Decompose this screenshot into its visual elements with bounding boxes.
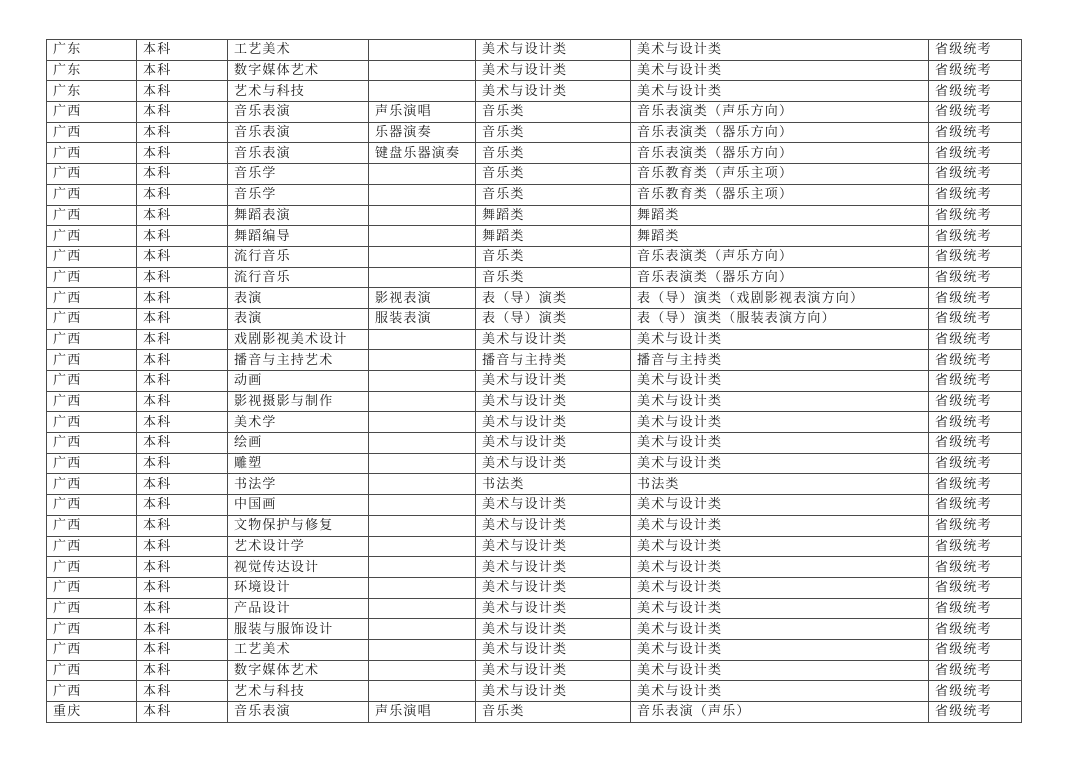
exam-mode-cell: 省级统考	[929, 288, 1022, 309]
document-page	[46, 39, 1021, 723]
direction-cell	[369, 639, 476, 660]
level-cell: 本科	[137, 184, 228, 205]
province-cell: 广西	[47, 329, 137, 350]
table-row	[47, 102, 1022, 123]
direction-cell	[369, 246, 476, 267]
exam-type-cell: 音乐表演类（器乐方向）	[631, 267, 929, 288]
province-cell: 广西	[47, 205, 137, 226]
exam-type-cell: 表（导）演类（戏剧影视表演方向）	[631, 288, 929, 309]
exam-type-cell: 美术与设计类	[631, 433, 929, 454]
table-row	[47, 619, 1022, 640]
exam-type-cell: 美术与设计类	[631, 40, 929, 61]
exam-mode-cell: 省级统考	[929, 681, 1022, 702]
level-cell: 本科	[137, 371, 228, 392]
table-row	[47, 681, 1022, 702]
level-cell: 本科	[137, 702, 228, 723]
exam-mode-cell: 省级统考	[929, 453, 1022, 474]
exam-type-cell: 美术与设计类	[631, 371, 929, 392]
level-cell: 本科	[137, 453, 228, 474]
province-cell: 广西	[47, 536, 137, 557]
province-cell: 广西	[47, 577, 137, 598]
category-cell: 表（导）演类	[476, 308, 631, 329]
category-cell: 美术与设计类	[476, 371, 631, 392]
direction-cell	[369, 40, 476, 61]
exam-mode-cell: 省级统考	[929, 371, 1022, 392]
major-cell: 戏剧影视美术设计	[228, 329, 369, 350]
level-cell: 本科	[137, 40, 228, 61]
table-row	[47, 143, 1022, 164]
table-row	[47, 329, 1022, 350]
exam-type-cell: 美术与设计类	[631, 557, 929, 578]
exam-type-cell: 美术与设计类	[631, 515, 929, 536]
major-cell: 工艺美术	[228, 639, 369, 660]
table-row	[47, 308, 1022, 329]
direction-cell	[369, 536, 476, 557]
major-cell: 音乐表演	[228, 702, 369, 723]
exam-type-cell: 美术与设计类	[631, 60, 929, 81]
province-cell: 广西	[47, 453, 137, 474]
major-cell: 艺术与科技	[228, 681, 369, 702]
table-row	[47, 702, 1022, 723]
exam-mode-cell: 省级统考	[929, 226, 1022, 247]
direction-cell	[369, 267, 476, 288]
direction-cell	[369, 557, 476, 578]
exam-type-cell: 音乐教育类（声乐主项）	[631, 164, 929, 185]
table-row	[47, 350, 1022, 371]
major-cell: 美术学	[228, 412, 369, 433]
major-cell: 视觉传达设计	[228, 557, 369, 578]
level-cell: 本科	[137, 619, 228, 640]
province-cell: 广西	[47, 288, 137, 309]
direction-cell	[369, 371, 476, 392]
category-cell: 音乐类	[476, 102, 631, 123]
table-row	[47, 412, 1022, 433]
exam-mode-cell: 省级统考	[929, 205, 1022, 226]
level-cell: 本科	[137, 122, 228, 143]
exam-mode-cell: 省级统考	[929, 40, 1022, 61]
major-cell: 舞蹈编导	[228, 226, 369, 247]
province-cell: 广西	[47, 308, 137, 329]
level-cell: 本科	[137, 391, 228, 412]
table-row	[47, 660, 1022, 681]
direction-cell	[369, 474, 476, 495]
major-cell: 音乐学	[228, 184, 369, 205]
category-cell: 美术与设计类	[476, 598, 631, 619]
province-cell: 广西	[47, 619, 137, 640]
table-row	[47, 226, 1022, 247]
direction-cell	[369, 681, 476, 702]
category-cell: 美术与设计类	[476, 60, 631, 81]
direction-cell	[369, 515, 476, 536]
exam-mode-cell: 省级统考	[929, 536, 1022, 557]
category-cell: 表（导）演类	[476, 288, 631, 309]
exam-mode-cell: 省级统考	[929, 639, 1022, 660]
province-cell: 广西	[47, 267, 137, 288]
table-row	[47, 515, 1022, 536]
major-cell: 工艺美术	[228, 40, 369, 61]
category-cell: 美术与设计类	[476, 557, 631, 578]
exam-type-cell: 美术与设计类	[631, 639, 929, 660]
major-cell: 舞蹈表演	[228, 205, 369, 226]
direction-cell	[369, 226, 476, 247]
exam-type-cell: 美术与设计类	[631, 577, 929, 598]
exam-type-cell: 音乐表演类（器乐方向）	[631, 122, 929, 143]
province-cell: 广西	[47, 143, 137, 164]
exam-type-cell: 美术与设计类	[631, 81, 929, 102]
direction-cell	[369, 329, 476, 350]
table-row	[47, 391, 1022, 412]
category-cell: 音乐类	[476, 122, 631, 143]
province-cell: 广西	[47, 226, 137, 247]
level-cell: 本科	[137, 205, 228, 226]
province-cell: 广西	[47, 391, 137, 412]
level-cell: 本科	[137, 350, 228, 371]
major-cell: 表演	[228, 288, 369, 309]
level-cell: 本科	[137, 412, 228, 433]
category-cell: 音乐类	[476, 143, 631, 164]
province-cell: 广西	[47, 184, 137, 205]
direction-cell	[369, 619, 476, 640]
category-cell: 舞蹈类	[476, 205, 631, 226]
direction-cell	[369, 495, 476, 516]
direction-cell	[369, 660, 476, 681]
level-cell: 本科	[137, 639, 228, 660]
province-cell: 广西	[47, 515, 137, 536]
exam-mode-cell: 省级统考	[929, 122, 1022, 143]
category-cell: 音乐类	[476, 702, 631, 723]
major-cell: 文物保护与修复	[228, 515, 369, 536]
major-cell: 数字媒体艺术	[228, 60, 369, 81]
direction-cell: 乐器演奏	[369, 122, 476, 143]
table-row	[47, 267, 1022, 288]
major-cell: 音乐表演	[228, 143, 369, 164]
exam-type-cell: 美术与设计类	[631, 495, 929, 516]
table-row	[47, 122, 1022, 143]
direction-cell	[369, 577, 476, 598]
category-cell: 播音与主持类	[476, 350, 631, 371]
exam-type-cell: 音乐表演类（器乐方向）	[631, 143, 929, 164]
exam-mode-cell: 省级统考	[929, 164, 1022, 185]
exam-mode-cell: 省级统考	[929, 102, 1022, 123]
major-cell: 表演	[228, 308, 369, 329]
table-row	[47, 205, 1022, 226]
province-cell: 广东	[47, 60, 137, 81]
table-row	[47, 371, 1022, 392]
province-cell: 广西	[47, 681, 137, 702]
major-cell: 服装与服饰设计	[228, 619, 369, 640]
exam-mode-cell: 省级统考	[929, 433, 1022, 454]
level-cell: 本科	[137, 681, 228, 702]
province-cell: 广西	[47, 122, 137, 143]
level-cell: 本科	[137, 308, 228, 329]
category-cell: 美术与设计类	[476, 515, 631, 536]
exam-type-cell: 美术与设计类	[631, 536, 929, 557]
exam-type-cell: 书法类	[631, 474, 929, 495]
direction-cell	[369, 350, 476, 371]
major-cell: 音乐表演	[228, 122, 369, 143]
direction-cell: 声乐演唱	[369, 702, 476, 723]
level-cell: 本科	[137, 515, 228, 536]
province-cell: 广西	[47, 474, 137, 495]
province-cell: 广西	[47, 660, 137, 681]
direction-cell: 键盘乐器演奏	[369, 143, 476, 164]
direction-cell	[369, 412, 476, 433]
direction-cell: 声乐演唱	[369, 102, 476, 123]
level-cell: 本科	[137, 660, 228, 681]
exam-type-cell: 舞蹈类	[631, 205, 929, 226]
exam-type-cell: 美术与设计类	[631, 681, 929, 702]
direction-cell	[369, 453, 476, 474]
category-cell: 美术与设计类	[476, 391, 631, 412]
table-row	[47, 288, 1022, 309]
table-row	[47, 557, 1022, 578]
exam-mode-cell: 省级统考	[929, 143, 1022, 164]
table-row	[47, 598, 1022, 619]
major-cell: 流行音乐	[228, 246, 369, 267]
table-row	[47, 81, 1022, 102]
exam-mode-cell: 省级统考	[929, 267, 1022, 288]
exam-mode-cell: 省级统考	[929, 557, 1022, 578]
direction-cell: 影视表演	[369, 288, 476, 309]
direction-cell: 服装表演	[369, 308, 476, 329]
province-cell: 广西	[47, 598, 137, 619]
table-row	[47, 433, 1022, 454]
category-cell: 音乐类	[476, 267, 631, 288]
province-cell: 广西	[47, 433, 137, 454]
province-cell: 广西	[47, 164, 137, 185]
category-cell: 美术与设计类	[476, 619, 631, 640]
province-cell: 广西	[47, 557, 137, 578]
table-row	[47, 577, 1022, 598]
category-cell: 美术与设计类	[476, 577, 631, 598]
category-cell: 美术与设计类	[476, 329, 631, 350]
exam-type-cell: 播音与主持类	[631, 350, 929, 371]
exam-mode-cell: 省级统考	[929, 246, 1022, 267]
category-cell: 舞蹈类	[476, 226, 631, 247]
category-cell: 美术与设计类	[476, 433, 631, 454]
table-row	[47, 474, 1022, 495]
major-cell: 音乐表演	[228, 102, 369, 123]
major-cell: 影视摄影与制作	[228, 391, 369, 412]
major-cell: 绘画	[228, 433, 369, 454]
level-cell: 本科	[137, 60, 228, 81]
province-cell: 广西	[47, 350, 137, 371]
exam-mode-cell: 省级统考	[929, 515, 1022, 536]
exam-type-cell: 美术与设计类	[631, 391, 929, 412]
level-cell: 本科	[137, 164, 228, 185]
major-cell: 动画	[228, 371, 369, 392]
category-cell: 美术与设计类	[476, 660, 631, 681]
category-cell: 美术与设计类	[476, 81, 631, 102]
province-cell: 广西	[47, 371, 137, 392]
province-cell: 广西	[47, 412, 137, 433]
direction-cell	[369, 81, 476, 102]
province-cell: 广东	[47, 81, 137, 102]
level-cell: 本科	[137, 557, 228, 578]
major-cell: 环境设计	[228, 577, 369, 598]
direction-cell	[369, 391, 476, 412]
exam-type-cell: 表（导）演类（服装表演方向）	[631, 308, 929, 329]
exam-mode-cell: 省级统考	[929, 619, 1022, 640]
exam-type-cell: 美术与设计类	[631, 660, 929, 681]
level-cell: 本科	[137, 246, 228, 267]
major-cell: 中国画	[228, 495, 369, 516]
level-cell: 本科	[137, 81, 228, 102]
category-cell: 美术与设计类	[476, 453, 631, 474]
direction-cell	[369, 184, 476, 205]
level-cell: 本科	[137, 536, 228, 557]
exam-mode-cell: 省级统考	[929, 308, 1022, 329]
table-row	[47, 246, 1022, 267]
exam-mode-cell: 省级统考	[929, 660, 1022, 681]
category-cell: 音乐类	[476, 246, 631, 267]
province-cell: 广西	[47, 102, 137, 123]
exam-mode-cell: 省级统考	[929, 577, 1022, 598]
major-cell: 播音与主持艺术	[228, 350, 369, 371]
direction-cell	[369, 598, 476, 619]
exam-type-cell: 美术与设计类	[631, 619, 929, 640]
table-row	[47, 495, 1022, 516]
exam-type-cell: 舞蹈类	[631, 226, 929, 247]
major-cell: 数字媒体艺术	[228, 660, 369, 681]
exam-type-cell: 美术与设计类	[631, 453, 929, 474]
exam-type-cell: 美术与设计类	[631, 598, 929, 619]
major-cell: 流行音乐	[228, 267, 369, 288]
category-cell: 美术与设计类	[476, 536, 631, 557]
level-cell: 本科	[137, 102, 228, 123]
table-row	[47, 164, 1022, 185]
table-row	[47, 40, 1022, 61]
level-cell: 本科	[137, 474, 228, 495]
category-cell: 美术与设计类	[476, 412, 631, 433]
major-category-table	[46, 39, 1022, 723]
major-cell: 产品设计	[228, 598, 369, 619]
province-cell: 广东	[47, 40, 137, 61]
level-cell: 本科	[137, 226, 228, 247]
table-row	[47, 453, 1022, 474]
exam-mode-cell: 省级统考	[929, 81, 1022, 102]
exam-mode-cell: 省级统考	[929, 391, 1022, 412]
table-row	[47, 60, 1022, 81]
exam-type-cell: 音乐表演（声乐）	[631, 702, 929, 723]
level-cell: 本科	[137, 143, 228, 164]
province-cell: 重庆	[47, 702, 137, 723]
exam-mode-cell: 省级统考	[929, 598, 1022, 619]
exam-mode-cell: 省级统考	[929, 184, 1022, 205]
exam-mode-cell: 省级统考	[929, 474, 1022, 495]
level-cell: 本科	[137, 577, 228, 598]
exam-type-cell: 音乐表演类（声乐方向）	[631, 102, 929, 123]
level-cell: 本科	[137, 267, 228, 288]
major-cell: 艺术设计学	[228, 536, 369, 557]
exam-mode-cell: 省级统考	[929, 702, 1022, 723]
direction-cell	[369, 433, 476, 454]
category-cell: 美术与设计类	[476, 639, 631, 660]
direction-cell	[369, 164, 476, 185]
exam-mode-cell: 省级统考	[929, 329, 1022, 350]
category-cell: 美术与设计类	[476, 40, 631, 61]
direction-cell	[369, 205, 476, 226]
province-cell: 广西	[47, 639, 137, 660]
table-row	[47, 639, 1022, 660]
major-cell: 艺术与科技	[228, 81, 369, 102]
exam-type-cell: 音乐表演类（声乐方向）	[631, 246, 929, 267]
exam-type-cell: 美术与设计类	[631, 412, 929, 433]
province-cell: 广西	[47, 246, 137, 267]
category-cell: 书法类	[476, 474, 631, 495]
exam-type-cell: 美术与设计类	[631, 329, 929, 350]
exam-mode-cell: 省级统考	[929, 495, 1022, 516]
major-cell: 音乐学	[228, 164, 369, 185]
level-cell: 本科	[137, 495, 228, 516]
level-cell: 本科	[137, 433, 228, 454]
level-cell: 本科	[137, 329, 228, 350]
category-cell: 美术与设计类	[476, 681, 631, 702]
province-cell: 广西	[47, 495, 137, 516]
major-cell: 书法学	[228, 474, 369, 495]
exam-mode-cell: 省级统考	[929, 60, 1022, 81]
table-row	[47, 536, 1022, 557]
exam-mode-cell: 省级统考	[929, 350, 1022, 371]
category-cell: 音乐类	[476, 164, 631, 185]
exam-type-cell: 音乐教育类（器乐主项）	[631, 184, 929, 205]
table-row	[47, 184, 1022, 205]
major-cell: 雕塑	[228, 453, 369, 474]
category-cell: 音乐类	[476, 184, 631, 205]
level-cell: 本科	[137, 288, 228, 309]
level-cell: 本科	[137, 598, 228, 619]
direction-cell	[369, 60, 476, 81]
category-cell: 美术与设计类	[476, 495, 631, 516]
table-body	[47, 40, 1022, 723]
exam-mode-cell: 省级统考	[929, 412, 1022, 433]
